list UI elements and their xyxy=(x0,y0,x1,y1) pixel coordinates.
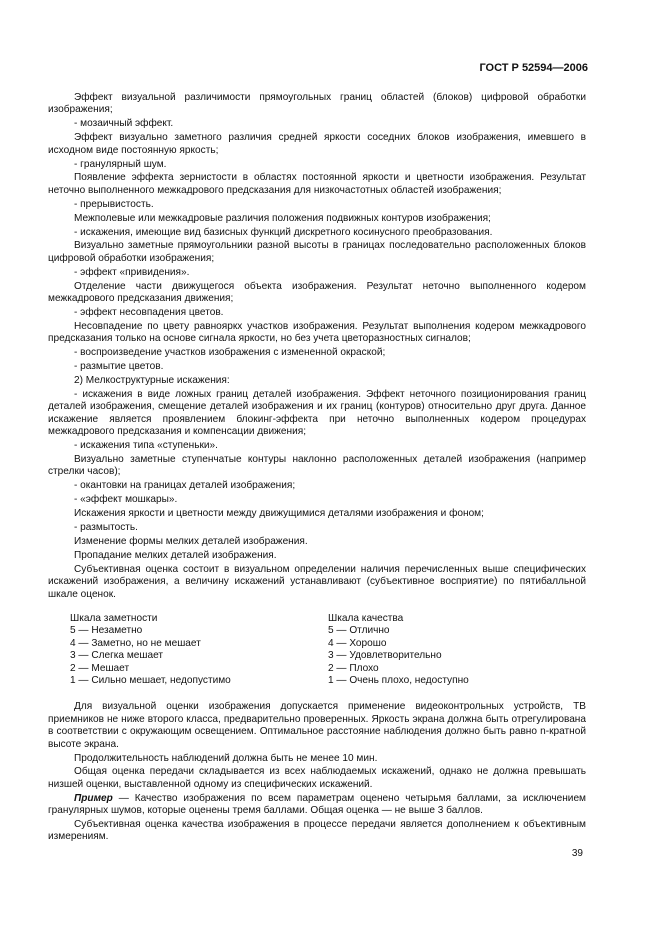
example-paragraph xyxy=(48,793,586,818)
scale-item: 1 — Очень плохо, недоступно xyxy=(328,674,469,686)
list-item: - прерывистость. xyxy=(74,198,154,210)
example-label: Пример xyxy=(74,792,113,804)
paragraph: Субъективная оценка состоит в визуальном определении наличия перечисленных выше специфических искажений изображения, а величину искажений устанавливают (субъективное восприятие) по пятибалльной шкале оценок. xyxy=(48,563,586,600)
paragraph: Несовпадение по цвету равнояркх участков изображения. Результат выполнения кодером межкадрового предсказания только на основе сигнала яркости, но без учета цветоразностных сигналов; xyxy=(48,320,586,345)
paragraph: Продолжительность наблюдений должна быть не менее 10 мин. xyxy=(74,752,378,764)
list-item: - искажения в виде ложных границ деталей изображения. Эффект неточного позиционирования границ деталей изображения, смещение деталей изображения и их границ (контуров) относительно друг друга. Данное искажение является проявлением блокинг-эффекта при неточно выполненных кодером процедурах межкадрового предсказания и компенсации движения; xyxy=(48,388,586,438)
scale-item: 2 — Мешает xyxy=(70,662,130,674)
scale-title: Шкала качества xyxy=(328,612,404,624)
scale-item: 3 — Слегка мешает xyxy=(70,650,164,662)
section-heading: 2) Мелкоструктурные искажения: xyxy=(74,375,230,387)
paragraphs-bottom xyxy=(48,701,586,843)
scale-quality xyxy=(328,613,586,687)
paragraph: Изменение формы мелких деталей изображения. xyxy=(74,535,308,547)
paragraph: Отделение части движущегося объекта изображения. Результат неточно выполненного кодером межкадрового предсказания движения; xyxy=(48,280,586,305)
scale-item: 5 — Незаметно xyxy=(70,625,143,637)
list-item: - гранулярный шум. xyxy=(74,158,167,170)
list-item: - искажения типа «ступеньки». xyxy=(74,440,218,452)
scale-visibility xyxy=(70,613,328,687)
paragraph: Эффект визуально заметного различия средней яркости соседних блоков изображения, имевшего в исходном виде постоянную яркость; xyxy=(48,132,586,156)
paragraph: Общая оценка передачи складывается из всех наблюдаемых искажений, однако не должна превышать низшей оценки, выставленной одному из специфических искажений. xyxy=(48,766,586,790)
scale-item: 4 — Заметно, но не мешает xyxy=(70,637,201,649)
paragraphs-top xyxy=(48,92,586,601)
scale-item: 3 — Удовлетворительно xyxy=(328,650,442,662)
paragraph: Пропадание мелких деталей изображения. xyxy=(74,549,277,561)
list-item: - воспроизведение участков изображения с измененной окраской; xyxy=(74,347,386,359)
list-item: - «эффект мошкары». xyxy=(74,494,178,506)
paragraph: Эффект визуальной различимости прямоугольных границ областей (блоков) цифровой обработки изображения; xyxy=(48,92,586,116)
paragraph: Межполевые или межкадровые различия положения подвижных контуров изображения; xyxy=(74,212,491,224)
document-body xyxy=(48,92,586,845)
paragraph: Для визуальной оценки изображения допускается применение видеоконтрольных устройств, ТВ приемников не ниже второго класса, предварительно проверенных. Яркость экрана должна быть отрегулирована в соответствии с окружающим освещением. Оптимальное расстояние наблюдения должно быть равно n-кратной высоте экрана. xyxy=(48,701,586,750)
list-item: - эффект «привидения». xyxy=(74,266,190,278)
paragraph: Появление эффекта зернистости в областях постоянной яркости и цветности изображения. Результат неточно выполненного межкадрового предсказания для низкочастотных областей изображения; xyxy=(48,172,586,196)
document-header: ГОСТ Р 52594—2006 xyxy=(479,62,588,74)
scale-item: 4 — Хорошо xyxy=(328,637,387,649)
paragraph: Визуально заметные ступенчатые контуры наклонно расположенных деталей изображения (например стрелки часов); xyxy=(48,453,586,478)
paragraph: Субъективная оценка качества изображения в процессе передачи является дополнением к объективным измерениям. xyxy=(48,819,586,843)
scale-item: 2 — Плохо xyxy=(328,662,379,674)
list-item: - эффект несовпадения цветов. xyxy=(74,307,224,318)
list-item: - окантовки на границах деталей изображения; xyxy=(74,480,296,492)
example-text: — Качество изображения по всем параметрам оценено четырьмя баллами, за исключением гранулярных шумов, которые оценены тремя баллами. Общая оценка — не выше 3 баллов. xyxy=(48,792,586,817)
paragraph: Визуально заметные прямоугольники разной высоты в границах последовательно расположенных блоков цифровой обработки изображения; xyxy=(48,240,586,264)
list-item: - размытие цветов. xyxy=(74,361,164,373)
list-item: - мозаичный эффект. xyxy=(74,118,174,130)
list-item: - искажения, имеющие вид базисных функций дискретного косинусного преобразования. xyxy=(74,226,493,238)
rating-scales xyxy=(70,613,586,687)
page-number: 39 xyxy=(571,848,583,859)
scale-item: 5 — Отлично xyxy=(328,625,390,637)
scale-title: Шкала заметности xyxy=(70,612,158,624)
paragraph: Искажения яркости и цветности между движущимися деталями изображения и фоном; xyxy=(74,508,484,520)
scale-item: 1 — Сильно мешает, недопустимо xyxy=(70,674,231,686)
list-item: - размытость. xyxy=(74,522,138,533)
